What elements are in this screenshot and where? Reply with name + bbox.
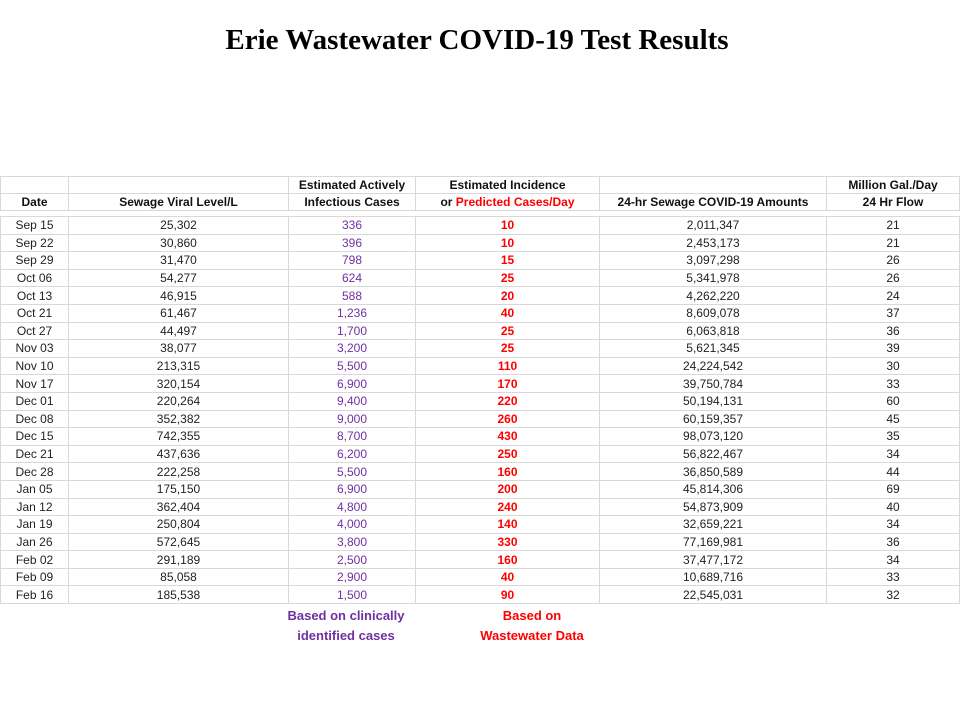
cell-active-cases: 9,000 [289,410,416,428]
cell-covid-amount: 77,169,981 [600,533,827,551]
cell-predicted-cases: 25 [416,322,600,340]
cell-date: Oct 27 [1,322,69,340]
cell-predicted-cases: 40 [416,304,600,322]
cell-covid-amount: 10,689,716 [600,568,827,586]
cell-date: Feb 02 [1,551,69,569]
table-row [1,498,960,516]
cell-viral-level: 291,189 [69,551,289,569]
cell-active-cases: 4,000 [289,516,416,534]
clinical-note-line-1: Based on clinically [287,608,405,623]
header-incidence [416,194,600,211]
clinical-note [272,606,420,646]
cell-date: Dec 01 [1,392,69,410]
cell-date: Nov 17 [1,375,69,393]
table-row [1,533,960,551]
cell-covid-amount: 8,609,078 [600,304,827,322]
cell-active-cases: 624 [289,269,416,287]
cell-active-cases: 5,500 [289,357,416,375]
cell-date: Nov 10 [1,357,69,375]
cell-date: Nov 03 [1,340,69,358]
cell-viral-level: 362,404 [69,498,289,516]
table-row [1,287,960,305]
cell-viral-level: 38,077 [69,340,289,358]
cell-date: Sep 29 [1,252,69,270]
table-row [1,516,960,534]
cell-flow: 45 [827,410,960,428]
header-flow-top: Million Gal./Day [827,177,960,194]
cell-active-cases: 8,700 [289,428,416,446]
cell-viral-level: 31,470 [69,252,289,270]
cell-covid-amount: 56,822,467 [600,445,827,463]
cell-predicted-cases: 430 [416,428,600,446]
cell-viral-level: 44,497 [69,322,289,340]
cell-predicted-cases: 140 [416,516,600,534]
cell-covid-amount: 98,073,120 [600,428,827,446]
cell-predicted-cases: 240 [416,498,600,516]
cell-viral-level: 742,355 [69,428,289,446]
cell-active-cases: 1,700 [289,322,416,340]
cell-active-cases: 2,900 [289,568,416,586]
header-amounts: 24-hr Sewage COVID-19 Amounts [600,194,827,211]
cell-active-cases: 6,200 [289,445,416,463]
cell-active-cases: 9,400 [289,392,416,410]
cell-flow: 21 [827,234,960,252]
cell-flow: 33 [827,375,960,393]
cell-predicted-cases: 90 [416,586,600,604]
cell-covid-amount: 5,621,345 [600,340,827,358]
header-incidence-highlight: Predicted Cases/Day [455,195,575,209]
header-amounts-top [600,177,827,194]
cell-covid-amount: 3,097,298 [600,252,827,270]
cell-viral-level: 54,277 [69,269,289,287]
cell-covid-amount: 39,750,784 [600,375,827,393]
cell-active-cases: 336 [289,217,416,235]
cell-predicted-cases: 330 [416,533,600,551]
table-row [1,217,960,235]
cell-flow: 34 [827,516,960,534]
cell-covid-amount: 22,545,031 [600,586,827,604]
cell-predicted-cases: 25 [416,340,600,358]
cell-active-cases: 1,236 [289,304,416,322]
cell-covid-amount: 2,453,173 [600,234,827,252]
header-row-1 [1,177,960,194]
cell-date: Dec 15 [1,428,69,446]
cell-predicted-cases: 260 [416,410,600,428]
table-row [1,480,960,498]
cell-date: Feb 09 [1,568,69,586]
cell-viral-level: 185,538 [69,586,289,604]
cell-viral-level: 46,915 [69,287,289,305]
cell-date: Dec 21 [1,445,69,463]
cell-flow: 21 [827,217,960,235]
header-incidence-prefix: or [440,195,456,209]
cell-covid-amount: 4,262,220 [600,287,827,305]
header-active-top: Estimated Actively [289,177,416,194]
cell-flow: 37 [827,304,960,322]
cell-viral-level: 320,154 [69,375,289,393]
cell-active-cases: 798 [289,252,416,270]
cell-viral-level: 61,467 [69,304,289,322]
cell-covid-amount: 37,477,172 [600,551,827,569]
cell-flow: 24 [827,287,960,305]
cell-flow: 34 [827,445,960,463]
cell-flow: 36 [827,322,960,340]
cell-date: Jan 26 [1,533,69,551]
cell-flow: 33 [827,568,960,586]
results-table-body [1,177,960,604]
cell-covid-amount: 5,341,978 [600,269,827,287]
cell-date: Sep 22 [1,234,69,252]
cell-flow: 69 [827,480,960,498]
cell-covid-amount: 36,850,589 [600,463,827,481]
cell-flow: 40 [827,498,960,516]
cell-viral-level: 85,058 [69,568,289,586]
cell-active-cases: 6,900 [289,375,416,393]
cell-active-cases: 2,500 [289,551,416,569]
cell-predicted-cases: 15 [416,252,600,270]
cell-covid-amount: 24,224,542 [600,357,827,375]
cell-viral-level: 250,804 [69,516,289,534]
cell-flow: 39 [827,340,960,358]
header-row-2 [1,194,960,211]
page-title: Erie Wastewater COVID-19 Test Results [225,24,729,56]
cell-covid-amount: 32,659,221 [600,516,827,534]
header-date-top [1,177,69,194]
cell-flow: 35 [827,428,960,446]
cell-date: Oct 13 [1,287,69,305]
cell-active-cases: 588 [289,287,416,305]
cell-active-cases: 3,200 [289,340,416,358]
cell-viral-level: 213,315 [69,357,289,375]
cell-active-cases: 1,500 [289,586,416,604]
wastewater-note-line-2: Wastewater Data [480,628,584,643]
cell-active-cases: 396 [289,234,416,252]
cell-covid-amount: 45,814,306 [600,480,827,498]
cell-flow: 30 [827,357,960,375]
header-flow: 24 Hr Flow [827,194,960,211]
table-row [1,410,960,428]
cell-viral-level: 437,636 [69,445,289,463]
cell-date: Jan 12 [1,498,69,516]
table-row [1,463,960,481]
cell-predicted-cases: 160 [416,551,600,569]
cell-date: Oct 06 [1,269,69,287]
cell-date: Jan 19 [1,516,69,534]
cell-viral-level: 25,302 [69,217,289,235]
cell-predicted-cases: 200 [416,480,600,498]
cell-flow: 60 [827,392,960,410]
cell-predicted-cases: 170 [416,375,600,393]
table-row [1,445,960,463]
results-table [0,176,960,604]
cell-covid-amount: 6,063,818 [600,322,827,340]
cell-date: Feb 16 [1,586,69,604]
cell-date: Oct 21 [1,304,69,322]
cell-date: Dec 28 [1,463,69,481]
table-row [1,322,960,340]
cell-predicted-cases: 40 [416,568,600,586]
header-viral-top [69,177,289,194]
table-row [1,304,960,322]
table-row [1,234,960,252]
cell-covid-amount: 50,194,131 [600,392,827,410]
table-row [1,392,960,410]
cell-covid-amount: 2,011,347 [600,217,827,235]
cell-predicted-cases: 160 [416,463,600,481]
cell-flow: 44 [827,463,960,481]
table-row [1,269,960,287]
cell-flow: 36 [827,533,960,551]
cell-active-cases: 5,500 [289,463,416,481]
table-row [1,586,960,604]
header-viral: Sewage Viral Level/L [69,194,289,211]
cell-predicted-cases: 10 [416,217,600,235]
cell-viral-level: 352,382 [69,410,289,428]
cell-flow: 26 [827,269,960,287]
wastewater-note-line-1: Based on [502,608,562,623]
cell-flow: 34 [827,551,960,569]
cell-active-cases: 4,800 [289,498,416,516]
cell-date: Jan 05 [1,480,69,498]
cell-covid-amount: 60,159,357 [600,410,827,428]
cell-predicted-cases: 25 [416,269,600,287]
cell-flow: 26 [827,252,960,270]
table-row [1,340,960,358]
table-row [1,428,960,446]
table-row [1,568,960,586]
table-row [1,252,960,270]
cell-predicted-cases: 10 [416,234,600,252]
cell-predicted-cases: 220 [416,392,600,410]
cell-date: Sep 15 [1,217,69,235]
cell-viral-level: 222,258 [69,463,289,481]
table-row [1,551,960,569]
cell-viral-level: 220,264 [69,392,289,410]
cell-predicted-cases: 110 [416,357,600,375]
clinical-note-line-2: identified cases [297,628,395,643]
cell-predicted-cases: 20 [416,287,600,305]
cell-predicted-cases: 250 [416,445,600,463]
cell-active-cases: 6,900 [289,480,416,498]
table-row [1,357,960,375]
cell-date: Dec 08 [1,410,69,428]
cell-viral-level: 175,150 [69,480,289,498]
header-date: Date [1,194,69,211]
cell-covid-amount: 54,873,909 [600,498,827,516]
header-active: Infectious Cases [289,194,416,211]
cell-viral-level: 30,860 [69,234,289,252]
table-row [1,375,960,393]
cell-active-cases: 3,800 [289,533,416,551]
header-incidence-top: Estimated Incidence [416,177,600,194]
cell-flow: 32 [827,586,960,604]
cell-viral-level: 572,645 [69,533,289,551]
wastewater-note [458,606,606,646]
